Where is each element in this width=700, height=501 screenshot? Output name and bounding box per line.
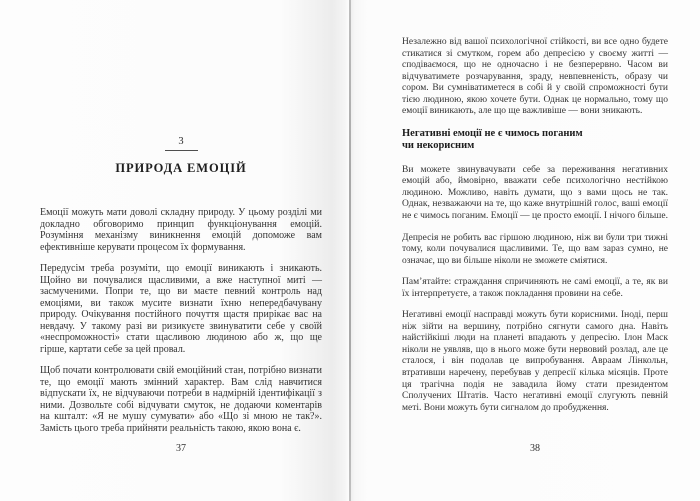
left-page-column bbox=[40, 0, 322, 501]
chapter-head bbox=[40, 136, 322, 176]
paragraph: Щоб почати контролювати свій емоційний стан, потрібно визнати те, що емоції мають змінний характер. Вам слід навчитися відпускати їх, не відчуваючи потреби в надмірній ідентифікації з ними. Дозвольте собі відчувати смуток, не додаючи коментарів на кшталт: «Я не мушу сумувати» або «Що зі мною не так?». Замість цього треба прийняти реальність такою, якою вона є. bbox=[40, 365, 322, 434]
right-page-body bbox=[402, 37, 668, 424]
paragraph: Незалежно від вашої психологічної стійкості, ви все одно будете стикатися зі смутком, горем або депресією у своєму житті — сподіваємося, що не одночасно і не безперервно. Часом ви відчуватимете розчарування, зраду, невпевненість, образу чи сором. Ви сумніватиметеся в собі й у своїй спроможності бути тією людиною, якою хочете бути. Однак це нормально, тому що емоції виникають, але що ще важливіше — вони зникають. bbox=[402, 37, 668, 117]
page-number-right: 38 bbox=[530, 443, 540, 454]
section-heading-line: чи некорисним bbox=[402, 140, 475, 152]
paragraph: Ви можете звинувачувати себе за переживання негативних емоцій або, ймовірно, вважати себе психологічно нестійкою людиною. Можливо, навіть думати, що з вами щось не так. Однак, незважаючи на те, що каже внутрішній голос, ваші емоції не є чимось поганим. Емоції — це просто емоції. І нічого більше. bbox=[402, 164, 668, 222]
chapter-number: 3 bbox=[178, 136, 184, 147]
chapter-rule-divider bbox=[165, 150, 198, 151]
chapter-title: ПРИРОДА ЕМОЦІЙ bbox=[115, 161, 247, 175]
left-page-body bbox=[40, 207, 322, 444]
right-page bbox=[350, 0, 700, 501]
paragraph: Депресія не робить вас гіршою людиною, ніж ви були три тижні тому, коли почувалися щасливими. Те, що вам зараз сумно, не означає, що ви більше ніколи не зможете сміятися. bbox=[402, 232, 668, 266]
page-number-left: 37 bbox=[176, 443, 186, 454]
section-heading bbox=[402, 128, 668, 153]
paragraph: Негативні емоції насправді можуть бути корисними. Іноді, перш ніж зійти на вершину, потрібно сягнути самого дна. Навіть найстійкіші люди на планеті впадають у депресію. Ілон Маск ніколи не уявляв, що в нього може бути нервовий розлад, але це сталося, і він подолав це випробування. Авраам Лінкольн, втративши наречену, перебував у депресії кілька місяців. Проте ця трагічна подія не завадила йому стати президентом Сполучених Штатів. Часто негативні емоції слугують певній меті. Вони можуть бути сигналом до пробудження. bbox=[402, 310, 668, 413]
right-page-column bbox=[402, 0, 668, 501]
paragraph: Емоції можуть мати доволі складну природу. У цьому розділі ми докладно обговоримо принцип функціонування емоцій. Розуміння механізму виникнення емоцій допоможе вам ефективніше керувати процесом їх формування. bbox=[40, 207, 322, 253]
paragraph: Передусім треба розуміти, що емоції виникають і зникають. Щойно ви почувалися щасливими, а вже наступної миті — засмученими. Попри те, що ви маєте певний контроль над емоціями, ви також мусите визнати їхню непередбачувану природу. Очікування постійного почуття щастя прирікає вас на невдачу. У такому разі ви ризикуєте звинуватити себе у своїй «неспроможності» стати щасливою людиною або ж, що ще гірше, картати себе за цей провал. bbox=[40, 263, 322, 355]
book-spine-crease bbox=[349, 0, 351, 501]
paragraph: Пам’ятайте: страждання спричиняють не самі емоції, а те, як ви їх інтерпретуєте, а також покладання провини на себе. bbox=[402, 277, 668, 299]
section-heading-line: Негативні емоції не є чимось поганим bbox=[402, 127, 583, 139]
